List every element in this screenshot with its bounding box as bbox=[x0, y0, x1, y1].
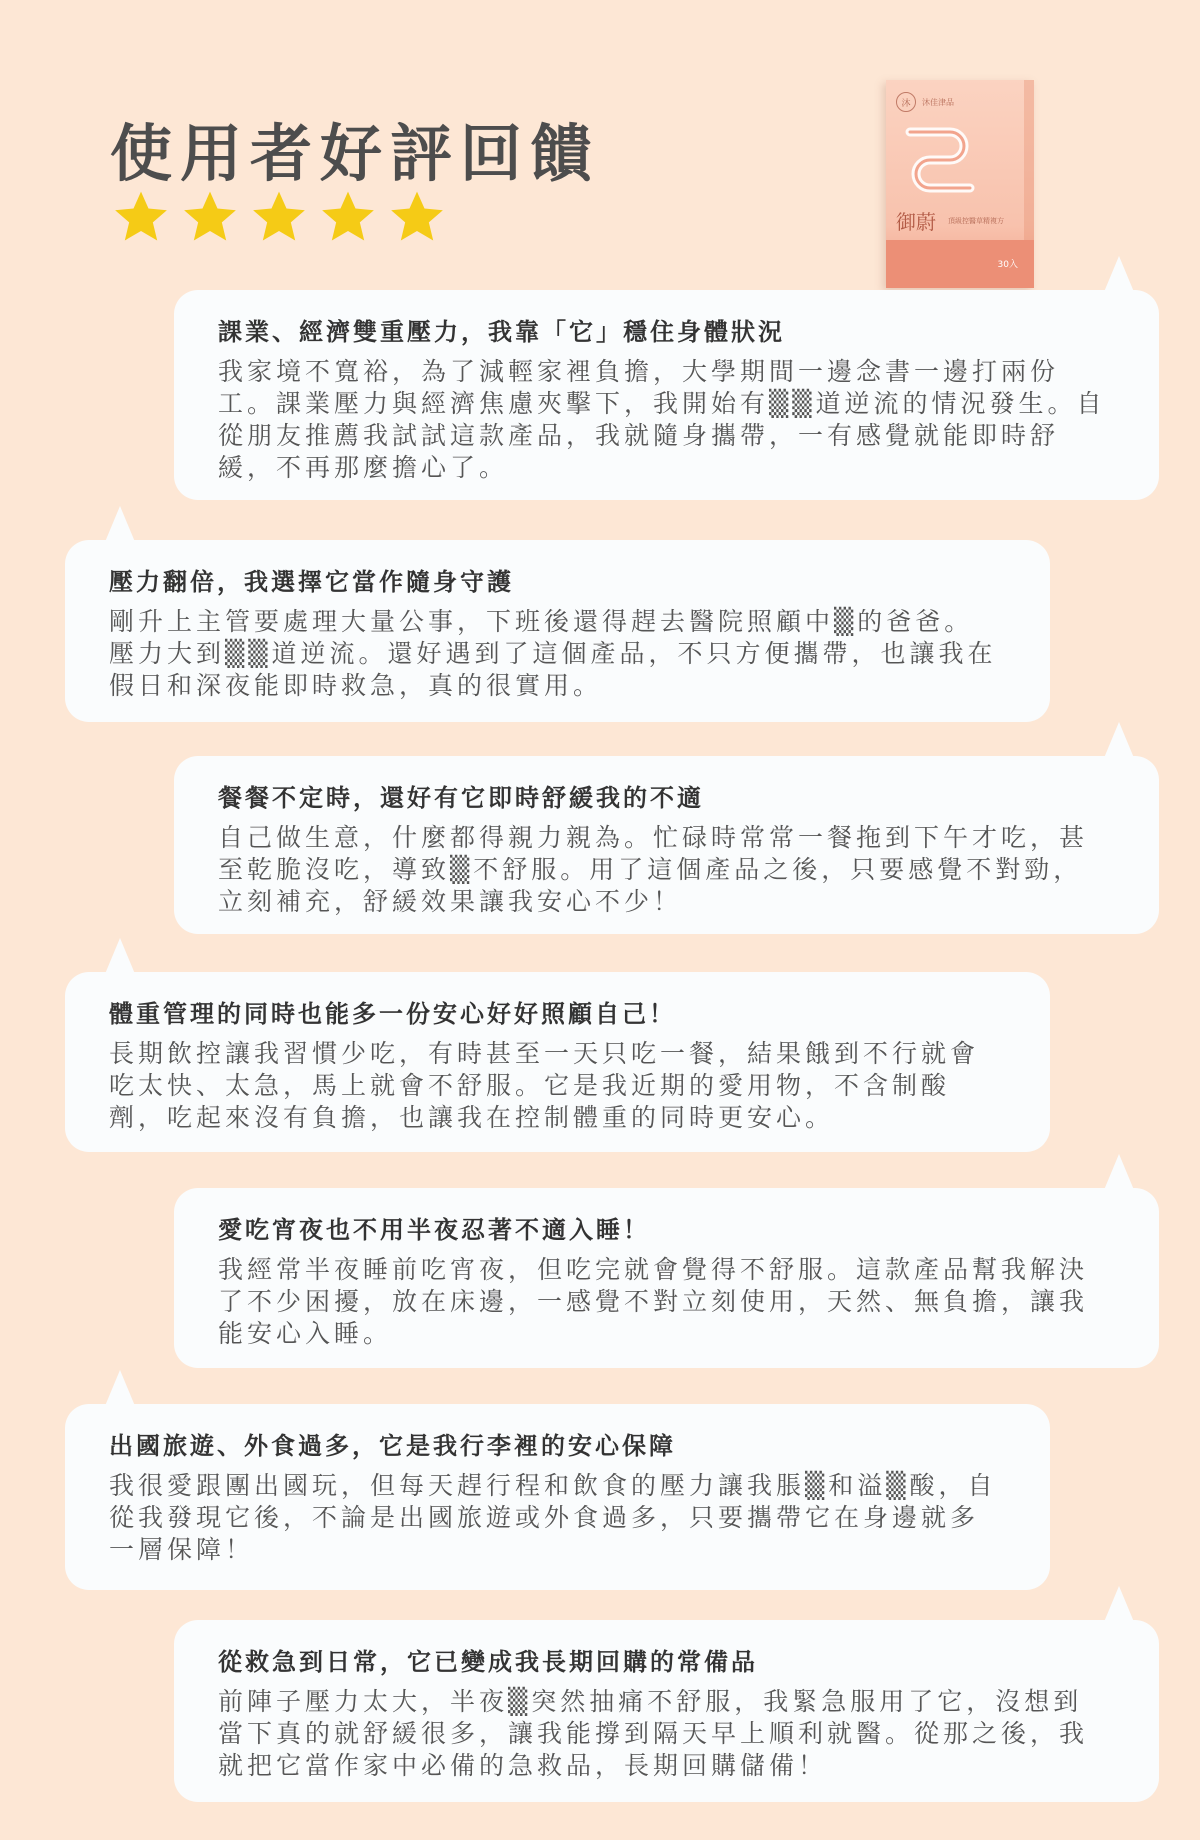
review-title: 出國旅遊、外食過多，它是我行李裡的安心保障 bbox=[109, 1432, 676, 1460]
star-icon bbox=[319, 188, 377, 246]
star-icon bbox=[112, 188, 170, 246]
star-icon bbox=[388, 188, 446, 246]
product-brand bbox=[896, 92, 954, 112]
review-body: 我很愛跟團出國玩，但每天趕行程和飲食的壓力讓我脹▒和溢▒酸，自從我發現它後，不論是出國旅遊或外食過多，只要攜帶它在身邊就多一層保障！ bbox=[109, 1471, 997, 1564]
review-title: 體重管理的同時也能多一份安心好好照顧自己！ bbox=[109, 1000, 676, 1028]
page-title: 使用者好評回饋 bbox=[110, 117, 601, 190]
review-card bbox=[65, 1404, 1050, 1590]
review-body: 長期飲控讓我習慣少吃，有時甚至一天只吃一餐，結果餓到不行就會吃太快、太急，馬上就會不舒服。它是我近期的愛用物，不含制酸劑，吃起來沒有負擔，也讓我在控制體重的同時更安心。 bbox=[109, 1039, 980, 1132]
review-card bbox=[174, 756, 1159, 934]
product-count: 30入 bbox=[997, 260, 1018, 270]
star-icon bbox=[181, 188, 239, 246]
review-body: 自己做生意，什麼都得親力親為。忙碌時常常一餐拖到下午才吃，甚至乾脆沒吃，導致▒不舒服。用了這個產品之後，只要感覺不對勁，立刻補充，舒緩效果讓我安心不少！ bbox=[218, 823, 1089, 916]
review-title: 餐餐不定時，還好有它即時舒緩我的不適 bbox=[218, 784, 704, 812]
product-wave-icon bbox=[900, 120, 980, 200]
product-box-image bbox=[886, 80, 1034, 288]
review-card bbox=[174, 1620, 1159, 1802]
review-title: 壓力翻倍，我選擇它當作隨身守護 bbox=[109, 568, 514, 596]
product-subtitle: 頂級控醫草精複方 bbox=[948, 217, 1004, 225]
review-card bbox=[65, 540, 1050, 722]
review-card bbox=[65, 972, 1050, 1152]
review-card bbox=[174, 290, 1159, 500]
product-brand-name: 沐佳津品 bbox=[922, 97, 954, 107]
review-card bbox=[174, 1188, 1159, 1368]
brand-logo-icon: 沐 bbox=[896, 92, 916, 112]
star-icon bbox=[250, 188, 308, 246]
review-body: 我經常半夜睡前吃宵夜，但吃完就會覺得不舒服。這款產品幫我解決了不少困擾，放在床邊，一感覺不對立刻使用，天然、無負擔，讓我能安心入睡。 bbox=[218, 1255, 1089, 1348]
review-title: 愛吃宵夜也不用半夜忍著不適入睡！ bbox=[218, 1216, 650, 1244]
review-body: 剛升上主管要處理大量公事，下班後還得趕去醫院照顧中▒的爸爸。壓力大到▒▒道逆流。還好遇到了這個產品，不只方便攜帶，也讓我在假日和深夜能即時救急，真的很實用。 bbox=[109, 607, 997, 700]
review-body: 我家境不寬裕，為了減輕家裡負擔，大學期間一邊念書一邊打兩份工。課業壓力與經濟焦慮夾擊下，我開始有▒▒道逆流的情況發生。自從朋友推薦我試試這款產品，我就隨身攜帶，一有感覺就能即時舒緩，不再那麼擔心了。 bbox=[218, 357, 1106, 482]
review-title: 從救急到日常，它已變成我長期回購的常備品 bbox=[218, 1648, 758, 1676]
product-name: 御蔚 bbox=[896, 210, 936, 234]
rating-stars bbox=[112, 188, 446, 246]
review-title: 課業、經濟雙重壓力，我靠「它」穩住身體狀況 bbox=[218, 318, 785, 346]
review-body: 前陣子壓力太大，半夜▒突然抽痛不舒服，我緊急服用了它，沒想到當下真的就舒緩很多，讓我能撐到隔天早上順利就醫。從那之後，我就把它當作家中必備的急救品，長期回購儲備！ bbox=[218, 1687, 1089, 1780]
